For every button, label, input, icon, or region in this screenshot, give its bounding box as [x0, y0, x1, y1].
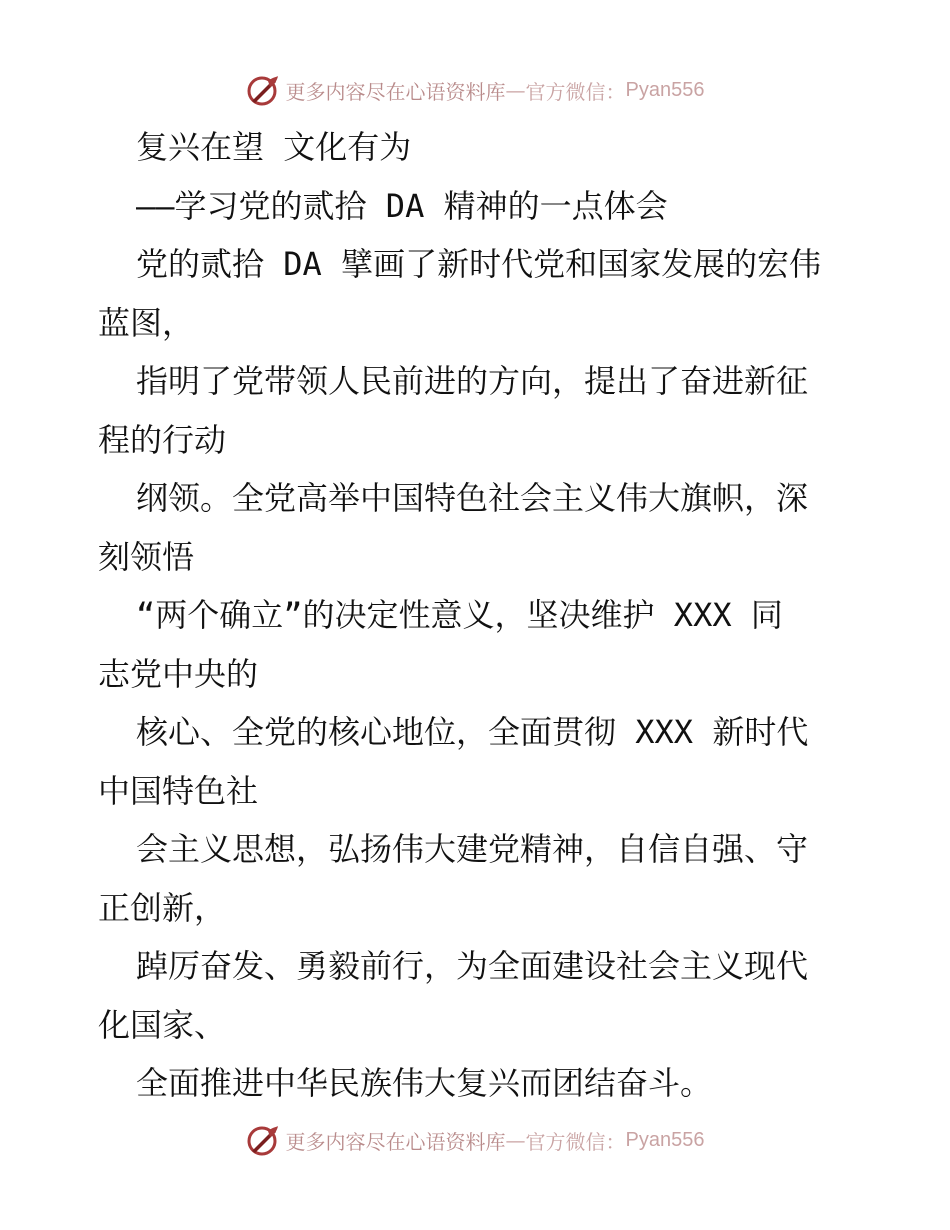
quill-pen-logo-icon [246, 1123, 280, 1157]
quill-pen-logo-icon [246, 73, 280, 107]
document-body [98, 118, 858, 1113]
paragraph-line: 志党中央的 [98, 654, 259, 693]
paragraph-line: 全面推进中华民族伟大复兴而团结奋斗。 [136, 1064, 713, 1102]
paragraph-line: 指明了党带领人民前进的方向，提出了奋进新征 [136, 362, 809, 400]
document-title: 复兴在望 文化有为 [136, 128, 412, 166]
watermark-wechat-label: 官方微信： [525, 1129, 626, 1154]
watermark-wechat-id: Pyan556 [625, 1128, 705, 1151]
paragraph-line: 中国特色社 [98, 771, 259, 810]
watermark-wechat-label: 官方微信： [525, 79, 626, 104]
footer-watermark [0, 1120, 950, 1160]
watermark-wechat-id: Pyan556 [625, 78, 705, 101]
watermark-brand-text: 更多内容尽在心语资料库 [285, 79, 506, 104]
watermark-separator: — [505, 78, 526, 102]
watermark-separator: — [505, 1128, 526, 1152]
document-subtitle: ——学习党的贰拾 DA 精神的一点体会 [136, 186, 668, 225]
header-watermark [0, 70, 950, 110]
paragraph-line: 程的行动 [98, 420, 227, 459]
paragraph-line: 踔厉奋发、勇毅前行，为全面建设社会主义现代 [136, 947, 809, 985]
paragraph-line: “两个确立”的决定性意义，坚决维护 XXX 同 [136, 596, 783, 634]
paragraph-line: 会主义思想，弘扬伟大建党精神，自信自强、守 [136, 830, 809, 868]
paragraph-line: 化国家、 [98, 1005, 227, 1044]
paragraph-line: 核心、全党的核心地位，全面贯彻 XXX 新时代 [136, 713, 809, 751]
paragraph-line: 党的贰拾 DA 擘画了新时代党和国家发展的宏伟 [136, 245, 822, 283]
paragraph-line: 纲领。全党高举中国特色社会主义伟大旗帜，深 [136, 479, 809, 517]
paragraph-line: 正创新， [98, 888, 227, 927]
paragraph-line: 蓝图， [98, 303, 195, 342]
paragraph-line: 刻领悟 [98, 537, 195, 576]
watermark-brand-text: 更多内容尽在心语资料库 [285, 1129, 506, 1154]
